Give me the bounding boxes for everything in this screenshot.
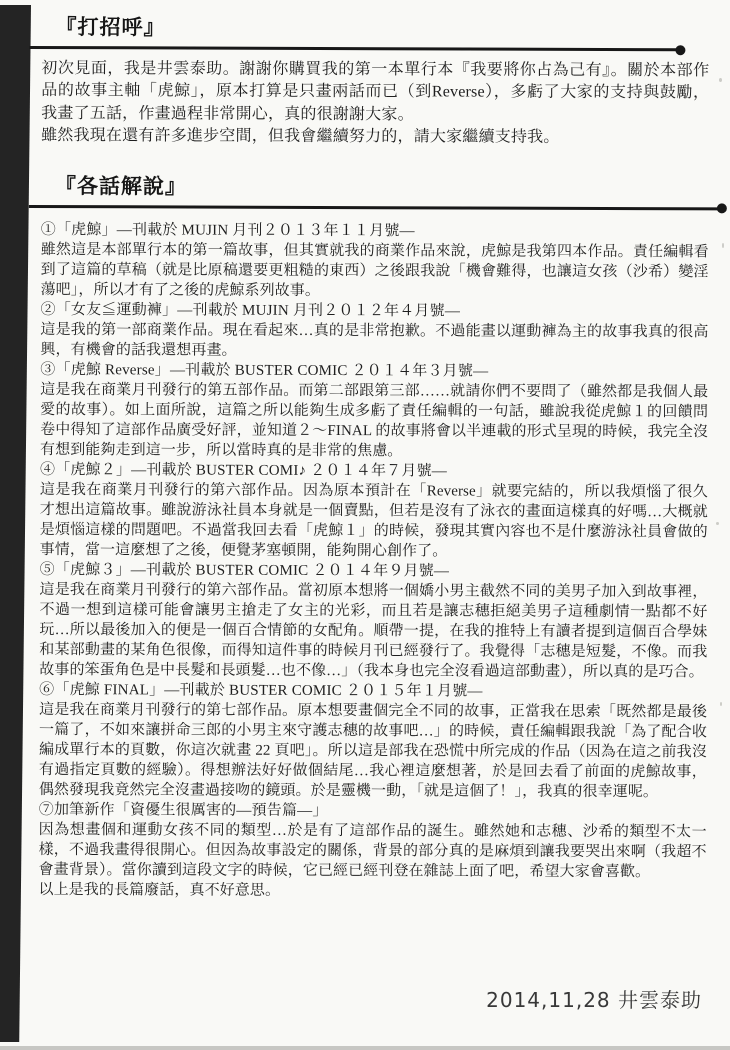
episode-2-body: 這是我的第一部商業作品。現在看起來…真的是非常抱歉。不過能畫以運動褲為主的故事我真的很高興，有機會的話我還想再畫。: [40, 321, 709, 359]
episode-4-heading: ④「虎鯨２」—刊載於 BUSTER COMI♪ ２０１４年７月號—: [39, 461, 448, 480]
episode-entry-5: [39, 560, 707, 682]
scan-edge-band: [0, 5, 31, 1042]
episode-3-body: 這是我在商業月刊發行的第五部作品。而第二部跟第三部……就請你們不要問了（雖然都是我個人最愛的故事）。如上面所說，這篇之所以能夠生成多虧了責任編輯的一句話，雖說我從虎鯨１的回饋問卷中得知了這部作品廣受好評，並知道２～FINAL 的故事將會以半連載的形式呈現的時候，我完全沒有想到能夠走到這一步，所以當時真的是非常的焦慮。: [39, 381, 709, 459]
closing-remark: 以上是我的長篇廢話，真不好意思。: [38, 881, 281, 899]
episode-1-heading: ①「虎鯨」—刊載於 MUJIN 月刊２０１３年１１月號—: [40, 221, 415, 239]
episode-6-heading: ⑥「虎鯨 FINAL」—刊載於 BUSTER COMIC ２０１５年１月號—: [39, 681, 483, 700]
episode-7-body: 因為想畫個和運動女孩不同的類型…於是有了這部作品的誕生。雖然她和志穗、沙希的類型不太一樣，不過我畫得很開心。但因為故事設定的關係，背景的部分真的是麻煩到讓我要哭出來啊（我超不會畫背景）。當你讀到這段文字的時候，它已經已經刊登在雜誌上面了吧，希望大家會喜歡。: [38, 821, 707, 880]
scan-speck: [720, 702, 722, 706]
episode-2-heading: ②「女友≦運動褲」—刊載於 MUJIN 月刊２０１２年４月號—: [40, 301, 461, 320]
episode-entry-6: [39, 680, 707, 802]
divider-end-dot-icon: [675, 45, 685, 55]
episode-entry-4: [40, 460, 708, 562]
episode-5-body: 這是我在商業月刊發行的第六部作品。當初原本想將一個嬌小男主截然不同的美男子加入到故事裡，不過一想到這樣可能會讓男主搶走了女主的光彩，而且若是讓志穗拒絕美男子這種劇情一點都不好玩…所以最後加入的便是一個百合情節的女配角。順帶一提，在我的推特上有讀者提到這個百合學妹和某部動畫的某角色很像，而得知這件事的時候月刊已經發行了。我覺得「志穗是短髮，不像。而我故事的笨蛋角色是中長髮和長頭髮…也不像…」（我本身也完全沒看過這部動畫），所以真的是巧合。: [39, 581, 708, 680]
section-divider: [29, 205, 723, 210]
episode-entry-7: [39, 800, 707, 882]
episode-entry-2: [40, 300, 708, 362]
episode-4-body: 這是我在商業月刊發行的第六部作品。因為原本預計在「Reverse」就要完結的，所以我煩惱了很久才想出這篇故事。雖說游泳社員本身就是一個賣點，但若是沒有了泳衣的畫面這樣真的好嗎…大概就是煩惱這樣的問題吧。不過當我回去看「虎鯨１」的時候，發現其實內容也不是什麼游泳社員會做的事情，當一這麼想了之後，便覺茅塞頓開，能夠開心創作了。: [39, 481, 708, 560]
greeting-title: 『打招呼』: [55, 16, 166, 40]
scan-speck: [719, 78, 722, 82]
scan-edge-bottom: [0, 1046, 730, 1050]
divider-end-dot-icon: [717, 203, 727, 213]
section-greeting: [41, 14, 709, 150]
greeting-body: [41, 58, 709, 150]
commentary-title: 『各話解說』: [54, 174, 187, 199]
scan-speck: [716, 522, 719, 525]
commentary-body: [38, 220, 708, 902]
episode-3-heading: ③「虎鯨 Reverse」—刊載於 BUSTER COMIC ２０１４年３月號—: [40, 361, 489, 380]
author-date-signature: 2014,11,28 井雲泰助: [486, 988, 702, 1012]
greeting-paragraph: 初次見面，我是井雲泰助。謝謝你購買我的第一本單行本『我要將你占為己有』。關於本部作品的故事主軸「虎鯨」，原本打算是只畫兩話而已（到Reverse），多虧了大家的支持與鼓勵，我畫了五話，作畫過程非常開心，真的很謝謝大家。: [41, 60, 710, 124]
greeting-paragraph: 雖然我現在還有許多進步空間，但我會繼續努力的，請大家繼續支持我。: [41, 127, 560, 147]
episode-6-body: 這是我在商業月刊發行的第七部作品。原本想要畫個完全不同的故事，正當我在思索「既然都是最後一篇了，不如來讓拼命三郎的小男主來守護志穗的故事吧…」的時候，責任編輯跟我說「為了配合收編成單行本的頁數，你這次就畫 22 頁吧」。所以這是部我在恐慌中所完成的作品（因為在這之前我沒有過指定頁數的經驗）。得想辦法好好做個結尾…我心裡這麼想著，於是回去看了前面的虎鯨故事，偶然發現我竟然完全沒畫過接吻的鏡頭。於是靈機一動，「就是這個了！」，我真的很幸運呢。: [38, 701, 708, 800]
page-content: [38, 14, 709, 902]
episode-5-heading: ⑤「虎鯨３」—刊載於 BUSTER COMIC ２０１４年９月號—: [39, 561, 450, 580]
scan-speck: [722, 243, 724, 248]
episode-7-heading: ⑦加筆新作「資優生很厲害的—預告篇—」: [38, 801, 328, 819]
section-divider: [29, 46, 681, 51]
episode-entry-3: [40, 360, 708, 462]
section-commentary: [38, 173, 709, 902]
episode-entry-1: [41, 220, 709, 302]
episode-1-body: 雖然這是本部單行本的第一篇故事，但其實就我的商業作品來說，虎鯨是我第四本作品。責任編輯看到了這篇的草稿（就是比原稿還要更粗糙的東西）之後跟我說「機會難得，也讓這女孩（沙希）變淫蕩吧」，所以才有了之後的虎鯨系列故事。: [40, 241, 709, 299]
